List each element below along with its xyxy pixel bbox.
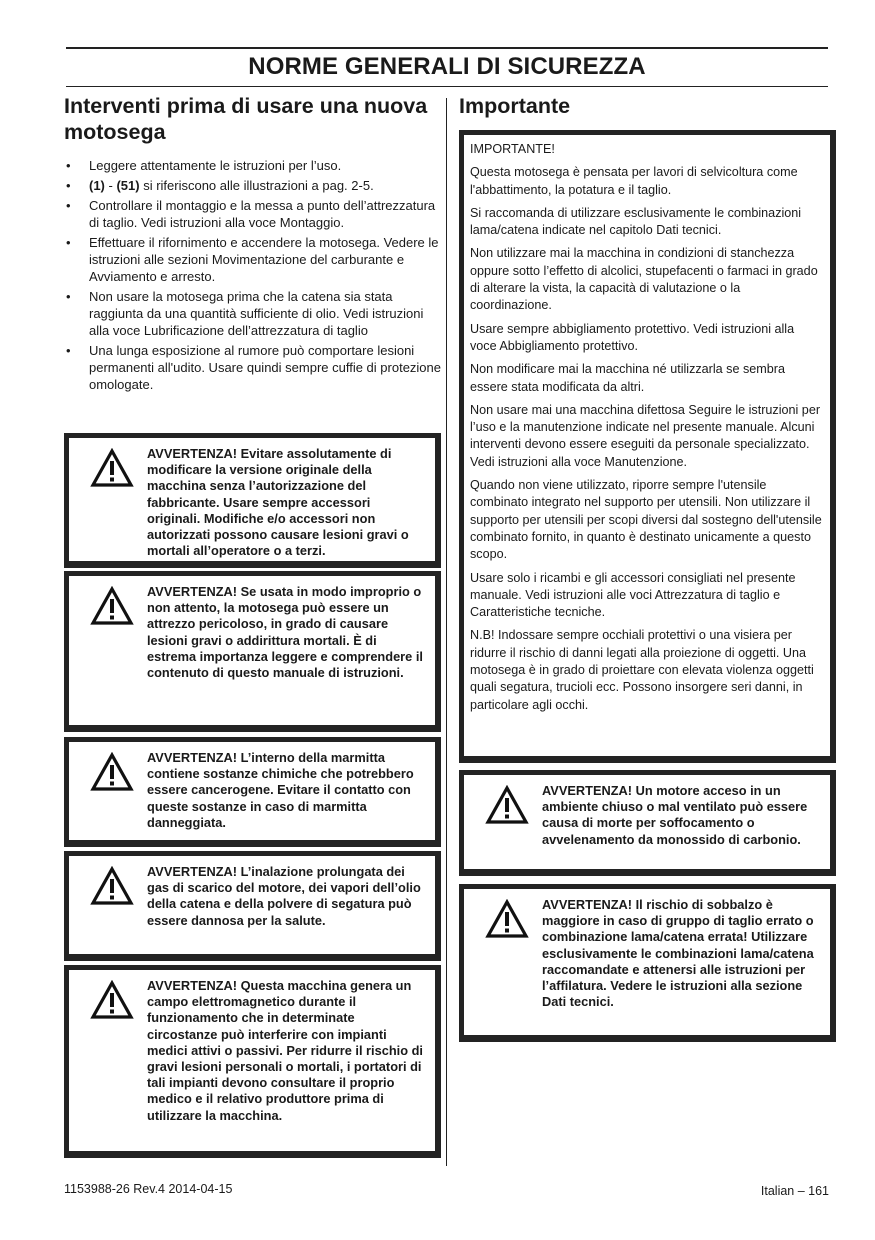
list-item: • (1) - (51) si riferiscono alle illustrazioni a pag. 2-5. <box>66 178 374 193</box>
left-section-heading: Interventi prima di usare una nuova motosega <box>64 94 428 144</box>
checklist <box>64 157 441 393</box>
warning-triangle-icon <box>77 446 147 553</box>
warning-box-carbon-monoxide <box>459 770 836 876</box>
warning-box-dangerous-tool <box>64 571 441 732</box>
warning-text: AVVERTENZA! Questa macchina genera un campo elettromagnetico durante il funzionamento che in determinate circostanze può interferire con impianti medici attivi o passivi. Per ridurre il rischio di gravi lesioni personali o mortali, i portatori di tali impianti devono consultare il proprio medico e il relativo produttore prima di utilizzare la macchina. <box>147 978 423 1123</box>
list-item: • Effettuare il rifornimento e accendere la motosega. Vedere le istruzioni alle sezioni Movimentazione del carburante e Avviamento e arresto. <box>66 235 439 284</box>
right-column <box>459 93 836 131</box>
page-number: Italian – 161 <box>760 1184 829 1198</box>
important-paragraph: Non modificare mai la macchina né utilizzarla se sembra essere stata modificata da altri. <box>470 362 785 394</box>
warning-text: AVVERTENZA! Un motore acceso in un ambiente chiuso o mal ventilato può essere causa di morte per soffocamento o avvelenamento da monossido di carbonio. <box>542 783 808 847</box>
warning-text: AVVERTENZA! Se usata in modo improprio o non attento, la motosega può essere un attrezzo pericoloso, in grado di causare lesioni gravi o addirittura mortali. È di estrema importanza leggere e comprendere il contenuto di questo manuale di istruzioni. <box>147 584 423 681</box>
important-paragraph: Usare sempre abbigliamento protettivo. Vedi istruzioni alla voce Abbigliamento protettivo. <box>470 321 795 353</box>
important-paragraph: Questa motosega è pensata per lavori di selvicoltura come l'abbattimento, la potatura e il taglio. <box>470 165 798 197</box>
left-column <box>64 93 441 396</box>
top-rule <box>66 47 828 49</box>
warning-box-exhaust <box>64 851 441 961</box>
warning-text: AVVERTENZA! Evitare assolutamente di modificare la versione originale della macchina senza l’autorizzazione del fabbricante. Usare sempre accessori originali. Modifiche e/o accessori non autorizzati possono causare lesioni gravi o mortali all’operatore o a terzi. <box>147 446 409 559</box>
important-paragraph: Non utilizzare mai la macchina in condizioni di stanchezza oppure sotto l’effetto di alcolici, stupefacenti o farmaci in grado di alterare la vista, la capacità di valutazione o la coordinazione. <box>470 246 818 313</box>
warning-triangle-icon <box>77 750 147 832</box>
list-item: • Controllare il montaggio e la messa a punto dell’attrezzatura di taglio. Vedi istruzioni alla voce Montaggio. <box>66 198 436 230</box>
warning-box-muffler <box>64 737 441 847</box>
warning-box-kickback <box>459 884 836 1042</box>
warning-triangle-icon <box>472 897 542 1027</box>
important-paragraph: Usare solo i ricambi e gli accessori consigliati nel presente manuale. Vedi istruzioni alle voci Attrezzatura di taglio e Caratteristiche tecniche. <box>470 570 796 620</box>
list-item: • Una lunga esposizione al rumore può comportare lesioni permanenti all'udito. Usare quindi sempre cuffie di protezione omologate. <box>66 343 441 392</box>
important-box <box>459 130 836 763</box>
warning-triangle-icon <box>77 864 147 946</box>
page-title: NORME GENERALI DI SICUREZZA <box>248 53 646 80</box>
important-title: IMPORTANTE! <box>470 142 555 156</box>
warning-box-electromagnetic <box>64 965 441 1158</box>
document-id: 1153988-26 Rev.4 2014-04-15 <box>64 1182 233 1196</box>
important-paragraph: N.B! Indossare sempre occhiali protettivi o una visiera per ridurre il rischio di danni legati alla proiezione di oggetti. Una motosega è in grado di proiettare con elevata violenza oggetti quali segatura, trucioli ecc. Possono insorgere seri danni, in particolare agli occhi. <box>470 628 814 712</box>
warning-box-modifications <box>64 433 441 568</box>
warning-text: AVVERTENZA! L’inalazione prolungata dei gas di scarico del motore, dei vapori dell’olio della catena e della polvere di segatura può essere dannosa per la salute. <box>147 864 421 928</box>
warning-text: AVVERTENZA! L’interno della marmitta contiene sostanze chimiche che potrebbero essere cancerogene. Evitare il contatto con queste sostanze in caso di marmitta danneggiata. <box>147 750 414 830</box>
right-section-heading: Importante <box>459 94 571 118</box>
important-paragraph: Non usare mai una macchina difettosa Seguire le istruzioni per l’uso e la manutenzione indicate nel presente manuale. Alcuni interventi devono essere eseguiti da personale specializzato. Vedi istruzioni alla voce Manutenzione. <box>470 402 821 469</box>
title-underline <box>66 86 828 87</box>
list-item: • Leggere attentamente le istruzioni per l’uso. <box>66 158 342 173</box>
warning-text: AVVERTENZA! Il rischio di sobbalzo è maggiore in caso di gruppo di taglio errato o combinazione lama/catena errata! Utilizzare esclusivamente le combinazioni lama/catena raccomandate e attenersi alle istruzioni per l’affilatura. Vedere le istruzioni alla sezione Dati tecnici. <box>542 897 814 1010</box>
important-paragraph: Si raccomanda di utilizzare esclusivamente le combinazioni lama/catena indicate nel capitolo Dati tecnici. <box>470 205 802 238</box>
important-paragraph: Quando non viene utilizzato, riporre sempre l'utensile combinato integrato nel supporto per utensili. Non utilizzare il supporto per utensili per scopi diversi dal sostegno dell'utensile combinato fornito, in quanto è destinato unicamente a questo scopo. <box>470 478 822 562</box>
column-divider <box>446 98 447 1166</box>
list-item: • Non usare la motosega prima che la catena sia stata raggiunta da una quantità sufficiente di olio. Vedi istruzioni alla voce Lubrificazione dell’attrezzatura di taglio <box>66 289 424 338</box>
warning-triangle-icon <box>77 584 147 717</box>
warning-triangle-icon <box>472 783 542 861</box>
warning-triangle-icon <box>77 978 147 1143</box>
